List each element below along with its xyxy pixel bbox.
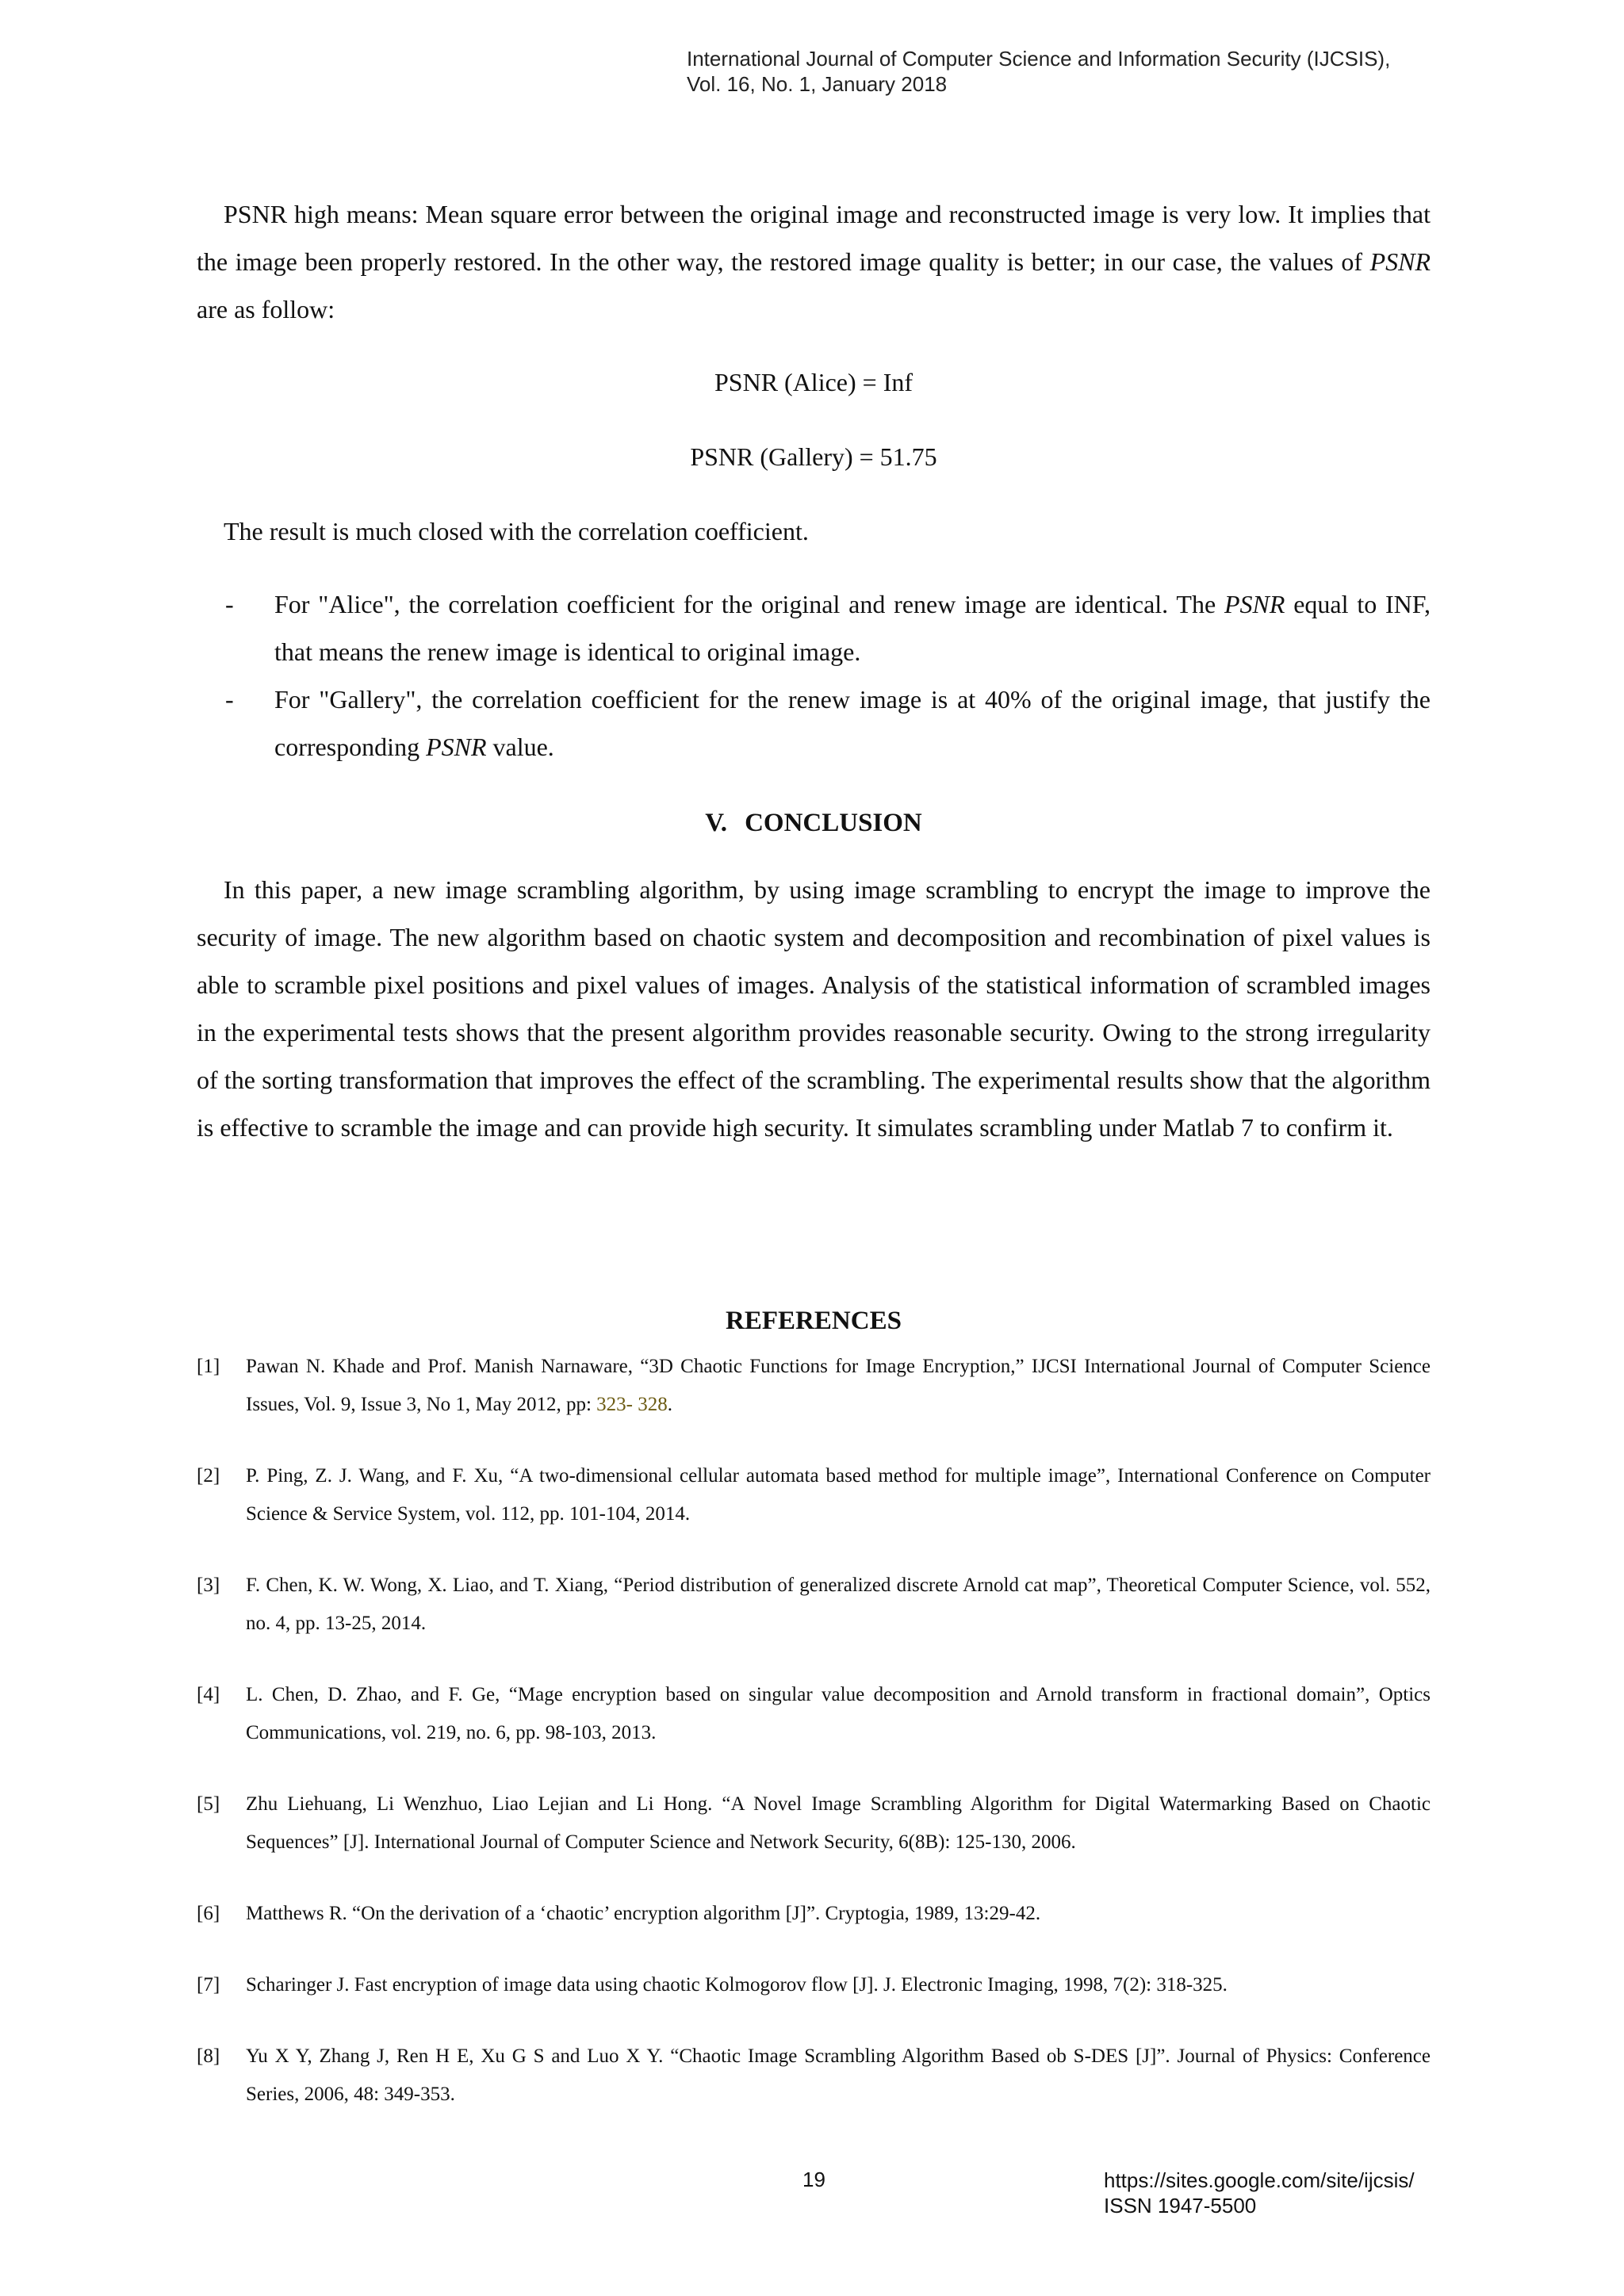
conclusion-paragraph <box>197 866 1431 1151</box>
reference-number: [2] <box>197 1465 220 1487</box>
reference-text: Yu X Y, Zhang J, Ren H E, Xu G S and Luo X Y. “Chaotic Image Scrambling Algorithm Based ob S-DES [J]”. Journal of Physics: Conference Series, 2006, 48: 349-353. <box>246 2045 1431 2105</box>
reference-text: Scharinger J. Fast encryption of image data using chaotic Kolmogorov flow [J]. J. Electronic Imaging, 1998, 7(2): 318-325. <box>246 1974 1228 1996</box>
result-paragraph <box>197 507 1431 555</box>
reference-item <box>197 1676 1431 1752</box>
footer-issn: ISSN 1947-5500 <box>1104 2194 1257 2218</box>
conclusion-heading <box>197 806 1431 840</box>
reference-text: P. Ping, Z. J. Wang, and F. Xu, “A two-dimensional cellular automata based method for multiple image”, International Conference on Computer Science & Service System, vol. 112, pp. 101-104, 2014. <box>246 1465 1431 1525</box>
result-text: The result is much closed with the correlation coefficient. <box>224 517 809 545</box>
journal-volume: Vol. 16, No. 1, January 2018 <box>687 72 948 96</box>
reference-list <box>197 1348 1431 2147</box>
reference-item <box>197 1457 1431 1533</box>
reference-item <box>197 1895 1431 1933</box>
equation-psnr-alice: PSNR (Alice) = Inf <box>714 368 913 396</box>
reference-item <box>197 1966 1431 2004</box>
psnr-intro-text-1: PSNR high means: Mean square error between the original image and reconstructed image is very low. It implies that the image been properly restored. In the other way, the restored image quality is better; in our case, the values of <box>197 200 1431 276</box>
reference-item <box>197 2038 1431 2114</box>
reference-number: [8] <box>197 2045 220 2067</box>
reference-number: [7] <box>197 1974 220 1996</box>
section-title: CONCLUSION <box>745 809 922 837</box>
section-number: V. <box>705 809 728 837</box>
reference-tail: . <box>667 1394 672 1415</box>
reference-text: Matthews R. “On the derivation of a ‘chaotic’ encryption algorithm [J]”. Cryptogia, 1989, 13:29-42. <box>246 1903 1041 1924</box>
bullet-item-gallery <box>197 675 1431 771</box>
reference-number: [5] <box>197 1793 220 1815</box>
bullet-italic: PSNR <box>1224 590 1285 618</box>
bullet-dash: - <box>225 685 234 714</box>
bullet-dash: - <box>225 590 234 618</box>
bullet-text-1: For "Alice", the correlation coefficient for the original and renew image are identical. The <box>274 590 1224 618</box>
reference-number: [4] <box>197 1684 220 1705</box>
bullet-text-1: For "Gallery", the correlation coefficient for the renew image is at 40% of the original image, that justify the corresponding <box>274 685 1431 761</box>
bullet-italic: PSNR <box>426 733 487 761</box>
references-heading: REFERENCES <box>726 1307 902 1335</box>
psnr-intro-text-2: are as follow: <box>197 295 335 323</box>
psnr-intro-italic: PSNR <box>1369 247 1431 276</box>
reference-text: F. Chen, K. W. Wong, X. Liao, and T. Xiang, “Period distribution of generalized discrete Arnold cat map”, Theoretical Computer Science, vol. 552, no. 4, pp. 13-25, 2014. <box>246 1575 1431 1634</box>
reference-item <box>197 1785 1431 1862</box>
reference-text: Pawan N. Khade and Prof. Manish Narnaware, “3D Chaotic Functions for Image Encryption,” IJCSI International Journal of Computer Science Issues, Vol. 9, Issue 3, No 1, May 2012, pp: <box>246 1356 1431 1415</box>
reference-number: [1] <box>197 1356 220 1377</box>
reference-item <box>197 1567 1431 1643</box>
reference-number: [3] <box>197 1575 220 1596</box>
bullet-text-2: value. <box>486 733 554 761</box>
reference-pages: 323- 328 <box>596 1394 668 1415</box>
footer-info <box>1104 2168 1415 2218</box>
footer-url: https://sites.google.com/site/ijcsis/ <box>1104 2168 1415 2192</box>
reference-number: [6] <box>197 1903 220 1924</box>
reference-text: Zhu Liehuang, Li Wenzhuo, Liao Lejian and Li Hong. “A Novel Image Scrambling Algorithm for Digital Watermarking Based on Chaotic Sequences” [J]. International Journal of Computer Science and Network Security, 6(8B): 125-130, 2006. <box>246 1793 1431 1853</box>
bullet-item-alice <box>197 580 1431 675</box>
journal-title: International Journal of Computer Science and Information Security (IJCSIS), <box>687 47 1391 71</box>
reference-text: L. Chen, D. Zhao, and F. Ge, “Mage encryption based on singular value decomposition and Arnold transform in fractional domain”, Optics Communications, vol. 219, no. 6, pp. 98-103, 2013. <box>246 1684 1431 1743</box>
psnr-intro-paragraph <box>197 190 1431 333</box>
result-bullet-list <box>197 580 1431 771</box>
journal-header <box>687 46 1390 97</box>
bullet-text-2: equal to INF, that means the renew image is identical to original image. <box>274 590 1431 666</box>
page-number: 19 <box>802 2168 825 2191</box>
reference-item <box>197 1348 1431 1424</box>
conclusion-text: In this paper, a new image scrambling algorithm, by using image scrambling to encrypt the image to improve the security of image. The new algorithm based on chaotic system and decomposition and recombination of pixel values is able to scramble pixel positions and pixel values of images. Analysis of the statistical information of scrambled images in the experimental tests shows that the present algorithm provides reasonable security. Owing to the strong irregularity of the sorting transformation that improves the effect of the scrambling. The experimental results show that the algorithm is effective to scramble the image and can provide high security. It simulates scrambling under Matlab 7 to confirm it. <box>197 875 1431 1142</box>
equation-psnr-gallery: PSNR (Gallery) = 51.75 <box>690 442 937 471</box>
